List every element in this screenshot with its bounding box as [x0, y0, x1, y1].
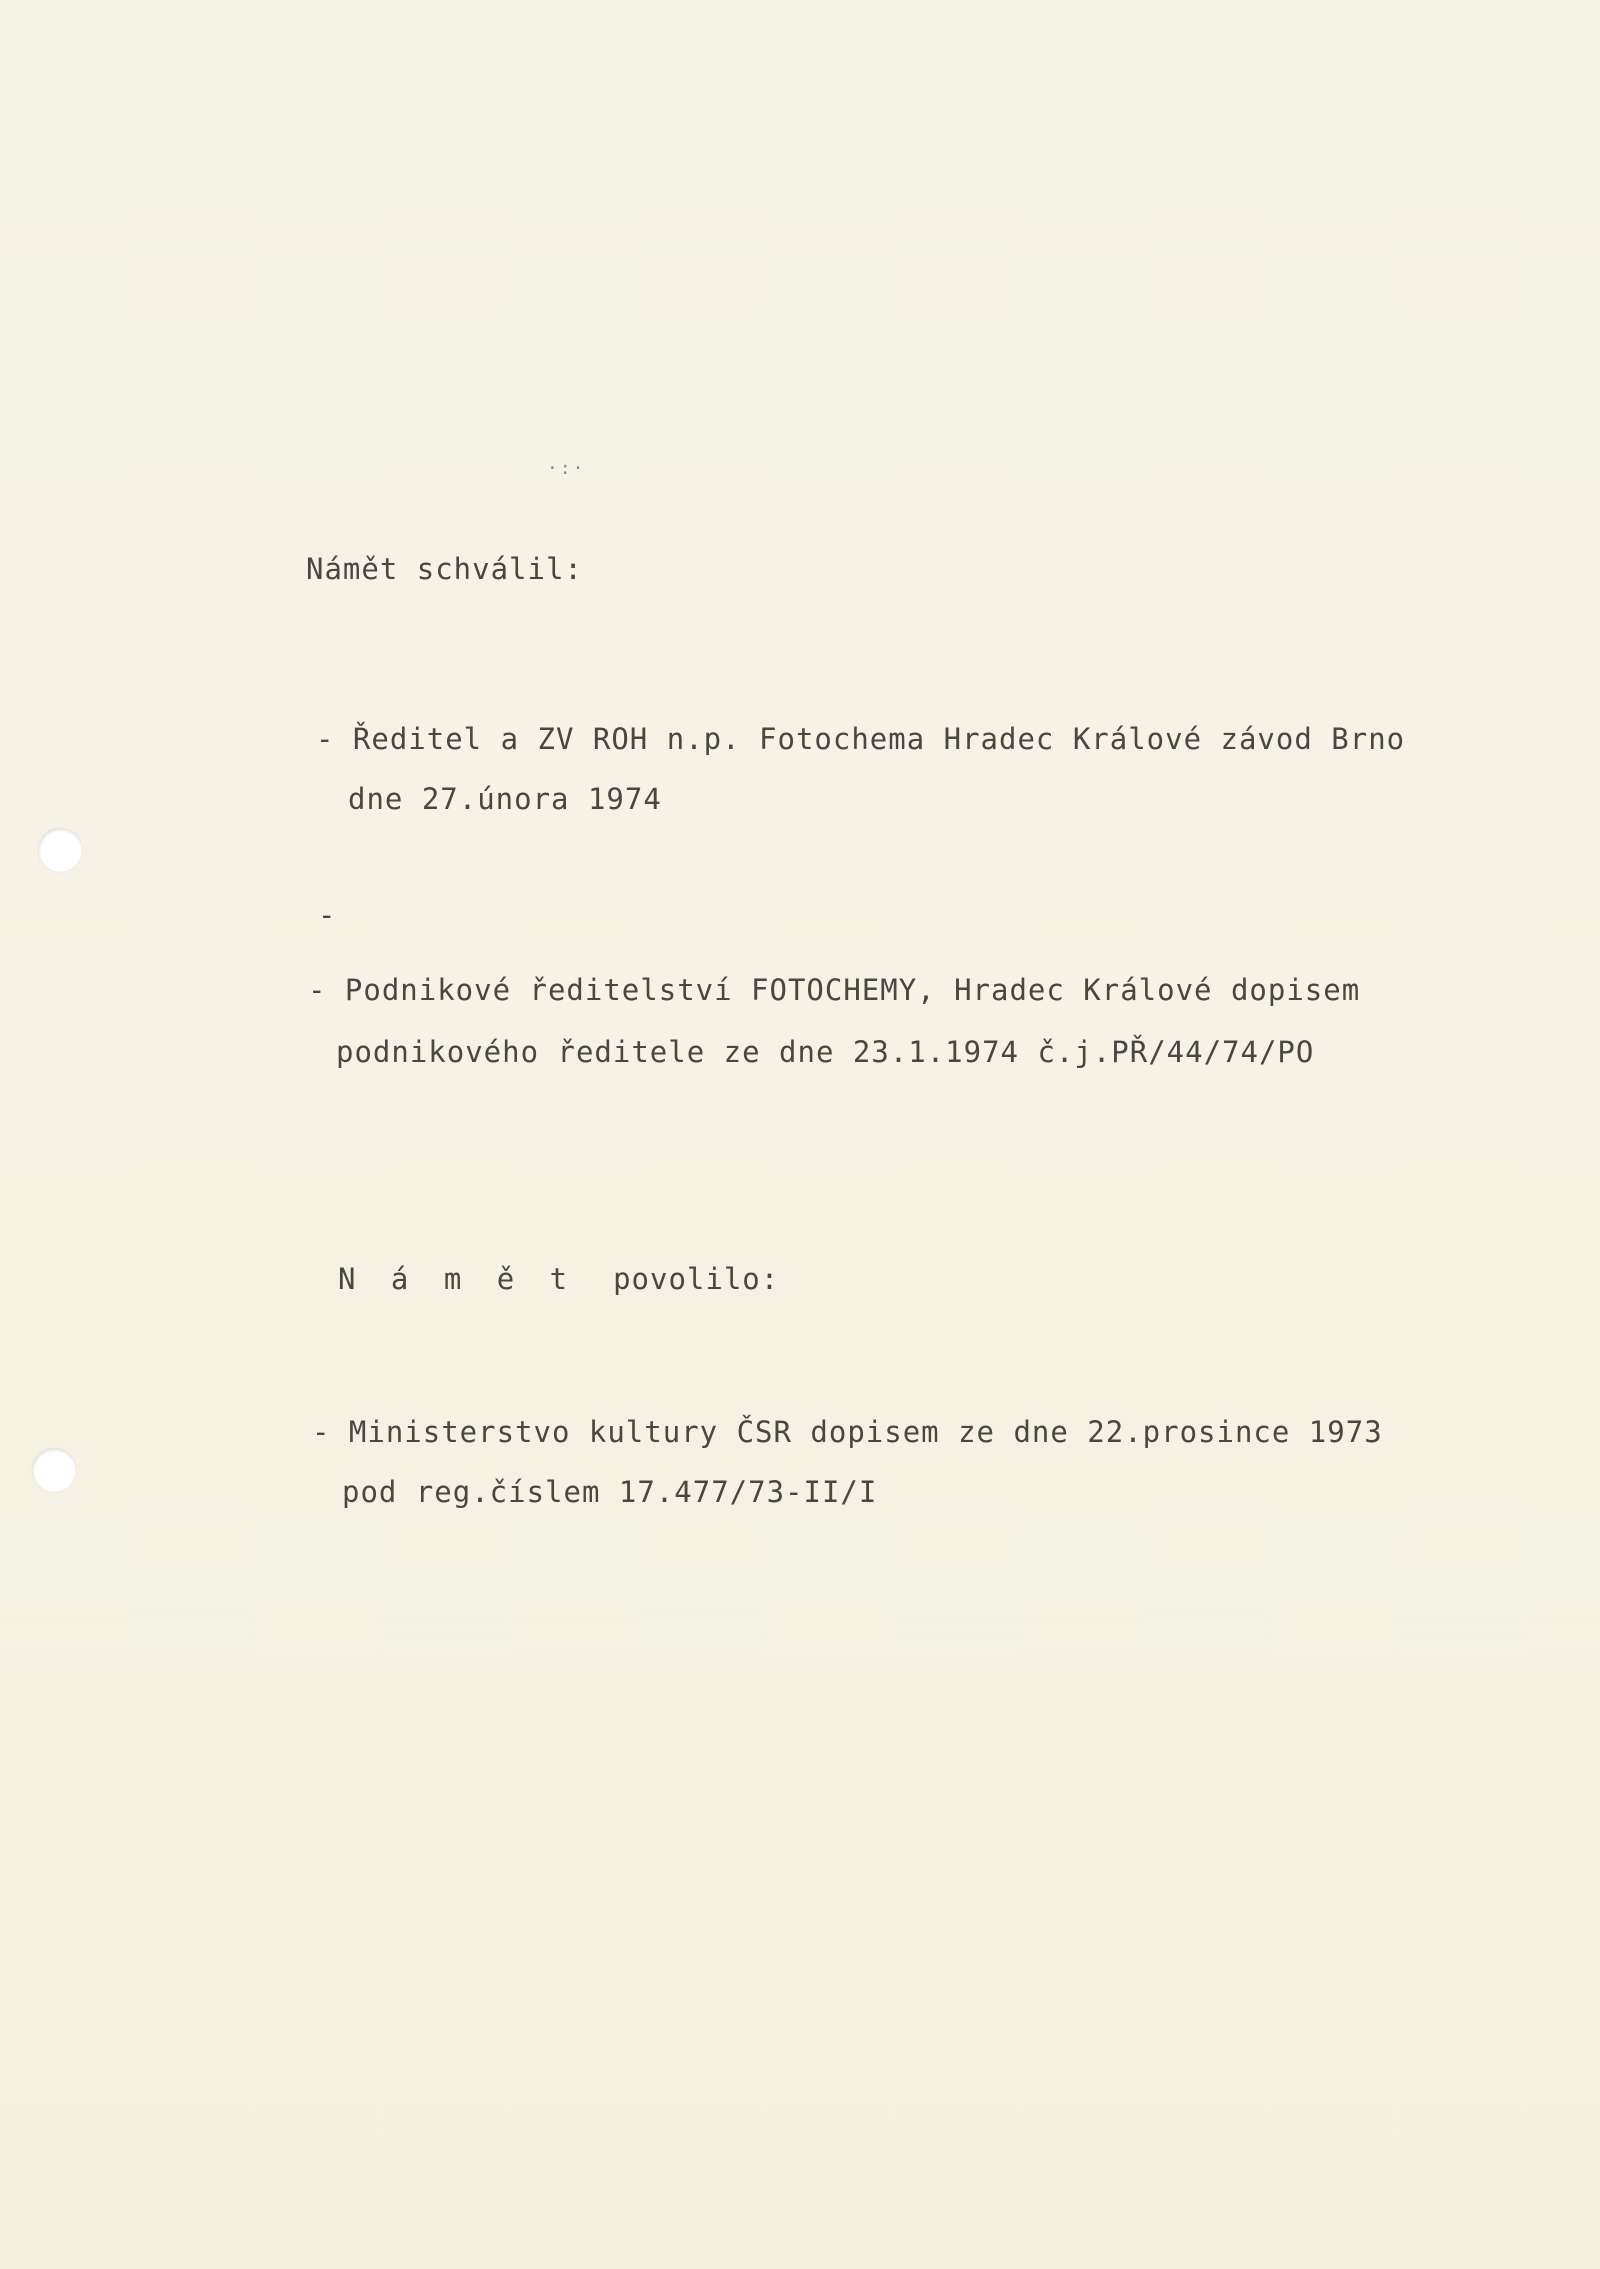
approval-entry-2-line-2: podnikového ředitele ze dne 23.1.1974 č.j.PŘ/44/74/PO — [336, 1035, 1315, 1069]
approval-entry-1-line-2: dne 27.února 1974 — [348, 782, 662, 816]
approval-entry-1-line-1: - Ředitel a ZV ROH n.p. Fotochema Hradec Králové závod Brno — [316, 722, 1406, 756]
permission-entry-line-1: - Ministerstvo kultury ČSR dopisem ze dne 22.prosince 1973 — [312, 1415, 1383, 1449]
permission-entry-line-2: pod reg.číslem 17.477/73-II/I — [342, 1475, 878, 1509]
approval-entry-2-line-1: - Podnikové ředitelství FOTOCHEMY, Hradec Králové dopisem — [308, 973, 1361, 1007]
permitted-heading-spaced: N á m ě t — [338, 1262, 577, 1296]
permitted-heading — [338, 1262, 779, 1296]
top-mark: ·:· — [547, 458, 586, 479]
punch-hole — [32, 1448, 76, 1492]
punch-hole — [38, 828, 82, 872]
permitted-heading-rest: povolilo: — [613, 1262, 780, 1296]
empty-dash: - — [318, 898, 337, 932]
approved-heading: Námět schválil: — [306, 552, 583, 586]
